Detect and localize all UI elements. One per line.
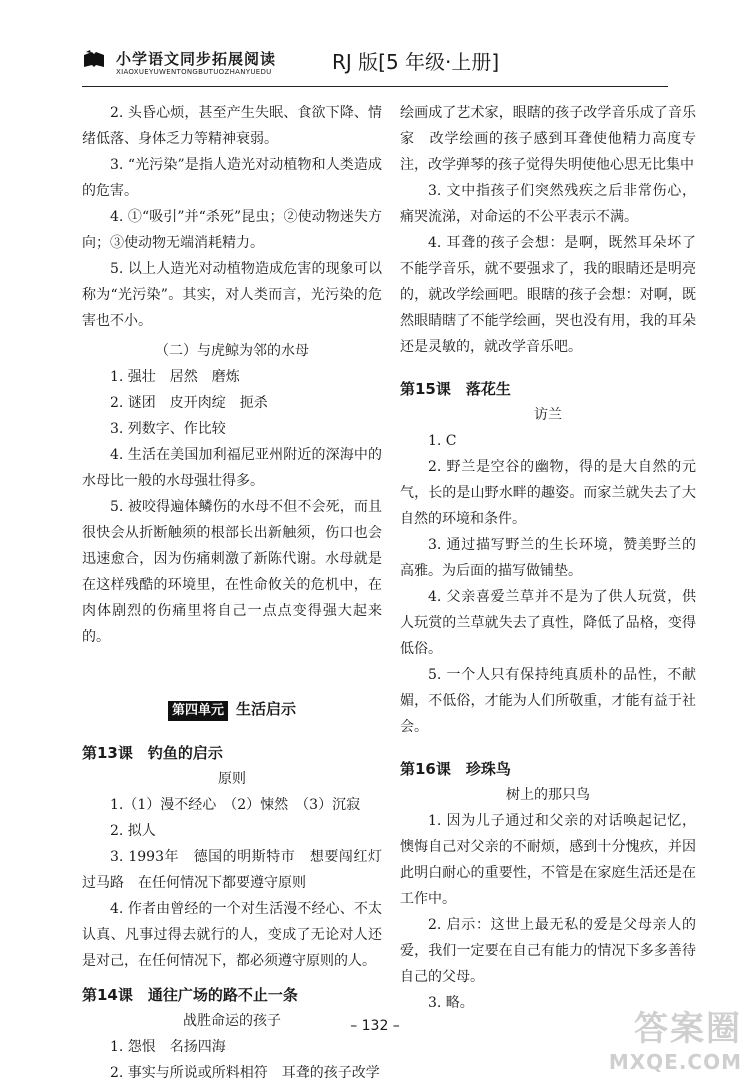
answer-item: 2. 拟人 (110, 823, 156, 839)
answer-item: 3. “光污染”是指人造光对动植物和人类造成的危害。 (82, 157, 382, 199)
lesson-title: 第14课 通往广场的路不止一条 (82, 986, 298, 1004)
answer-item: 1. 怨恨 名扬四海 (110, 1039, 226, 1055)
lesson-subtitle: 原则 (218, 771, 246, 787)
answer-item: 1.（1）漫不经心 （2）悚然 （3）沉寂 (110, 797, 361, 813)
book-series-title: 小学语文同步拓展阅读 (116, 50, 277, 68)
answer-item: 2. 谜团 皮开肉绽 扼杀 (110, 395, 268, 411)
answer-item: 绘画成了艺术家，眼瞎的孩子改学音乐成了音乐家 改学绘画的孩子感到耳聋使他精力高度专注，改学弹琴的孩子觉得失明使他心思无比集中 (400, 105, 696, 173)
answer-item: 2. 启示：这世上最无私的爱是父母亲人的爱，我们一定要在自己有能力的情况下多多善待自己的父母。 (400, 917, 696, 985)
answer-item: 1. C (428, 433, 457, 449)
answer-item: 1. 强壮 居然 磨炼 (110, 369, 240, 385)
section-title: （二）与虎鲸为邻的水母 (155, 343, 309, 359)
left-column (82, 100, 382, 1086)
answer-item: 4. 生活在美国加利福尼亚州附近的深海中的水母比一般的水母强壮得多。 (82, 447, 382, 489)
lesson-title: 第13课 钓鱼的启示 (82, 744, 223, 762)
header-divider (82, 86, 668, 87)
answer-item: 3. 略。 (428, 995, 474, 1011)
watermark-url: MXQE.COM (608, 1050, 742, 1074)
answer-item: 4. 作者由曾经的一个对生活漫不经心、不太认真、凡事过得去就行的人，变成了无论对人还是对己，在任何情况下，都必须遵守原则的人。 (82, 901, 382, 969)
answer-item: 5. 被咬得遍体鳞伤的水母不但不会死，而且很快会从折断触须的根部长出新触须，伤口也会迅速愈合，因为伤痛刺激了新陈代谢。水母就是在这样残酷的环境里，在性命攸关的危机中，在肉体剧烈的伤痛里将自己一点点变得强大起来的。 (82, 499, 382, 645)
answer-item: 5. 以上人造光对动植物造成危害的现象可以称为“光污染”。其实，对人类而言，光污染的危害也不小。 (82, 261, 382, 329)
answer-item: 1. 因为儿子通过和父亲的对话唤起记忆，懊悔自己对父亲的不耐烦，感到十分愧疚，并因此明白耐心的重要性，不管是在家庭生活还是在工作中。 (400, 813, 696, 907)
answer-item: 3. 通过描写野兰的生长环境，赞美野兰的高雅。为后面的描写做铺垫。 (400, 537, 696, 579)
book-series-pinyin: XIAOXUEYUWENTONGBUTUOZHANYUEDU (116, 68, 272, 76)
answer-item: 4. ①“吸引”并“杀死”昆虫；②使动物迷失方向；③使动物无端消耗精力。 (82, 209, 382, 251)
answer-item: 5. 一个人只有保持纯真质朴的品性，不献媚，不低俗，才能为人们所敬重，才能有益于社会。 (400, 667, 696, 735)
answer-item: 3. 列数字、作比较 (110, 421, 226, 437)
answer-item: 2. 事实与所说或所料相符 耳聋的孩子改学 (110, 1065, 380, 1081)
answer-item: 3. 1993年 德国的明斯特市 想要闯红灯过马路 在任何情况下都要遵守原则 (82, 849, 382, 891)
lesson-title: 第16课 珍珠鸟 (400, 760, 511, 778)
page-number: – 132 – (350, 1018, 400, 1034)
unit-badge: 第四单元 (168, 701, 228, 721)
lesson-subtitle: 访兰 (534, 407, 562, 423)
lesson-subtitle: 树上的那只鸟 (506, 787, 590, 803)
answer-item: 4. 父亲喜爱兰草并不是为了供人玩赏，供人玩赏的兰草就失去了真性，降低了品格，变得低俗。 (400, 589, 696, 657)
unit-heading (82, 696, 382, 722)
edition-label: RJ 版[5 年级·上册] (332, 50, 500, 74)
page-header (82, 46, 682, 82)
answer-item: 2. 野兰是空谷的幽物，得的是大自然的元气，长的是山野水畔的趣姿。而家兰就失去了大自然的环境和条件。 (400, 459, 696, 527)
lesson-subtitle: 战胜命运的孩子 (183, 1013, 281, 1029)
answer-item: 3. 文中指孩子们突然残疾之后非常伤心，痛哭流涕，对命运的不公平表示不满。 (400, 183, 696, 225)
answer-item: 4. 耳聋的孩子会想：是啊，既然耳朵坏了不能学音乐，就不要强求了，我的眼睛还是明亮的，就改学绘画吧。眼瞎的孩子会想：对啊，既然眼睛瞎了不能学绘画，哭也没有用，我的耳朵还是灵敏的，就改学音乐吧。 (400, 235, 696, 355)
book-logo-icon (82, 49, 106, 71)
unit-title: 生活启示 (236, 700, 297, 718)
lesson-title: 第15课 落花生 (400, 380, 511, 398)
right-column (400, 100, 696, 1016)
watermark-logo: 答案圈 (634, 1009, 742, 1049)
site-watermark (609, 1001, 742, 1074)
answer-item: 2. 头昏心烦，甚至产生失眠、食欲下降、情绪低落、身体乏力等精神衰弱。 (82, 105, 382, 147)
